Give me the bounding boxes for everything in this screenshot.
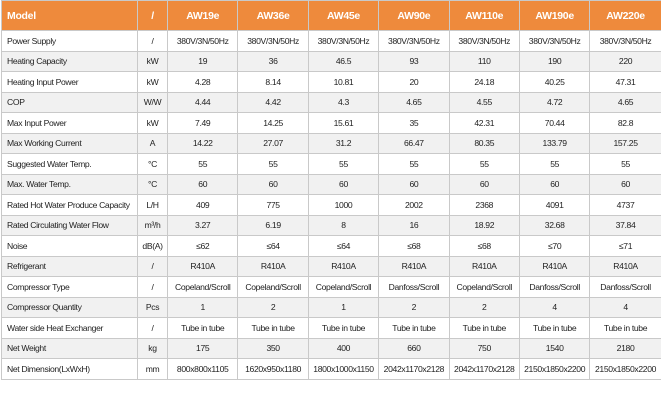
value-cell: 2150x1850x2200 — [519, 359, 589, 380]
parameter-cell: Max. Water Temp. — [2, 174, 138, 195]
model-column-header: AW45e — [308, 1, 378, 31]
unit-cell: kW — [138, 51, 168, 72]
parameter-cell: Compressor Type — [2, 277, 138, 298]
unit-cell: mm — [138, 359, 168, 380]
value-cell: Tube in tube — [168, 318, 238, 339]
value-cell: 14.25 — [238, 113, 308, 134]
unit-cell: / — [138, 318, 168, 339]
value-cell: 42.31 — [449, 113, 519, 134]
value-cell: 4 — [519, 297, 589, 318]
value-cell: 4.44 — [168, 92, 238, 113]
table-row — [2, 297, 661, 318]
table-row — [2, 318, 661, 339]
model-column-header: AW220e — [590, 1, 661, 31]
table-row — [2, 236, 661, 257]
parameter-cell: Power Supply — [2, 31, 138, 52]
value-cell: 55 — [168, 154, 238, 175]
table-row — [2, 72, 661, 93]
unit-cell: °C — [138, 154, 168, 175]
value-cell: Copeland/Scroll — [238, 277, 308, 298]
model-column-header: AW19e — [168, 1, 238, 31]
value-cell: 55 — [308, 154, 378, 175]
value-cell: 220 — [590, 51, 661, 72]
value-cell: 60 — [590, 174, 661, 195]
unit-cell: / — [138, 31, 168, 52]
value-cell: 60 — [449, 174, 519, 195]
value-cell: 4.65 — [379, 92, 449, 113]
value-cell: 750 — [449, 338, 519, 359]
unit-cell: L/H — [138, 195, 168, 216]
parameter-cell: Max Input Power — [2, 113, 138, 134]
value-cell: ≤68 — [379, 236, 449, 257]
value-cell: 80.35 — [449, 133, 519, 154]
value-cell: 1540 — [519, 338, 589, 359]
value-cell: ≤68 — [449, 236, 519, 257]
value-cell: 40.25 — [519, 72, 589, 93]
table-row — [2, 31, 661, 52]
value-cell: 3.27 — [168, 215, 238, 236]
value-cell: 55 — [238, 154, 308, 175]
value-cell: 8 — [308, 215, 378, 236]
value-cell: 409 — [168, 195, 238, 216]
value-cell: 70.44 — [519, 113, 589, 134]
value-cell: 110 — [449, 51, 519, 72]
table-header — [2, 1, 661, 31]
spec-table — [1, 0, 661, 380]
unit-cell: °C — [138, 174, 168, 195]
value-cell: 350 — [238, 338, 308, 359]
value-cell: 18.92 — [449, 215, 519, 236]
value-cell: 60 — [168, 174, 238, 195]
value-cell: R410A — [168, 256, 238, 277]
table-row — [2, 174, 661, 195]
model-column-header: AW36e — [238, 1, 308, 31]
value-cell: 37.84 — [590, 215, 661, 236]
table-row — [2, 133, 661, 154]
value-cell: 2150x1850x2200 — [590, 359, 661, 380]
value-cell: Tube in tube — [308, 318, 378, 339]
value-cell: 27.07 — [238, 133, 308, 154]
unit-cell: / — [138, 277, 168, 298]
parameter-cell: COP — [2, 92, 138, 113]
unit-cell: kW — [138, 113, 168, 134]
value-cell: 19 — [168, 51, 238, 72]
parameter-cell: Net Weight — [2, 338, 138, 359]
value-cell: 157.25 — [590, 133, 661, 154]
value-cell: 1 — [308, 297, 378, 318]
value-cell: 6.19 — [238, 215, 308, 236]
value-cell: 2 — [449, 297, 519, 318]
unit-cell: W/W — [138, 92, 168, 113]
value-cell: 380V/3N/50Hz — [519, 31, 589, 52]
table-row — [2, 92, 661, 113]
value-cell: 35 — [379, 113, 449, 134]
value-cell: 4.55 — [449, 92, 519, 113]
value-cell: 175 — [168, 338, 238, 359]
table-row — [2, 215, 661, 236]
value-cell: 4.3 — [308, 92, 378, 113]
value-cell: 31.2 — [308, 133, 378, 154]
value-cell: 60 — [379, 174, 449, 195]
parameter-cell: Noise — [2, 236, 138, 257]
value-cell: 14.22 — [168, 133, 238, 154]
value-cell: 2042x1170x2128 — [379, 359, 449, 380]
table-row — [2, 154, 661, 175]
parameter-cell: Rated Hot Water Produce Capacity — [2, 195, 138, 216]
value-cell: 4.42 — [238, 92, 308, 113]
header-row — [2, 1, 661, 31]
value-cell: R410A — [379, 256, 449, 277]
value-cell: 190 — [519, 51, 589, 72]
value-cell: 16 — [379, 215, 449, 236]
value-cell: 36 — [238, 51, 308, 72]
value-cell: 60 — [238, 174, 308, 195]
value-cell: Danfoss/Scroll — [519, 277, 589, 298]
value-cell: 2002 — [379, 195, 449, 216]
value-cell: Copeland/Scroll — [449, 277, 519, 298]
unit-cell: / — [138, 256, 168, 277]
parameter-cell: Max Working Current — [2, 133, 138, 154]
parameter-cell: Refrigerant — [2, 256, 138, 277]
unit-cell: A — [138, 133, 168, 154]
value-cell: 55 — [519, 154, 589, 175]
value-cell: 24.18 — [449, 72, 519, 93]
value-cell: 380V/3N/50Hz — [238, 31, 308, 52]
value-cell: 4.28 — [168, 72, 238, 93]
value-cell: 4.72 — [519, 92, 589, 113]
model-column-header: AW110e — [449, 1, 519, 31]
value-cell: R410A — [590, 256, 661, 277]
value-cell: 66.47 — [379, 133, 449, 154]
value-cell: 400 — [308, 338, 378, 359]
value-cell: R410A — [519, 256, 589, 277]
value-cell: 7.49 — [168, 113, 238, 134]
value-cell: 2 — [238, 297, 308, 318]
value-cell: R410A — [449, 256, 519, 277]
parameter-cell: Heating Input Power — [2, 72, 138, 93]
value-cell: Tube in tube — [379, 318, 449, 339]
value-cell: ≤71 — [590, 236, 661, 257]
unit-cell: m³/h — [138, 215, 168, 236]
value-cell: 15.61 — [308, 113, 378, 134]
value-cell: Danfoss/Scroll — [379, 277, 449, 298]
value-cell: Tube in tube — [449, 318, 519, 339]
table-row — [2, 359, 661, 380]
value-cell: Copeland/Scroll — [168, 277, 238, 298]
table-row — [2, 256, 661, 277]
parameter-cell: Water side Heat Exchanger — [2, 318, 138, 339]
value-cell: 380V/3N/50Hz — [379, 31, 449, 52]
value-cell: 660 — [379, 338, 449, 359]
value-cell: Tube in tube — [238, 318, 308, 339]
value-cell: 46.5 — [308, 51, 378, 72]
value-cell: 4 — [590, 297, 661, 318]
value-cell: 8.14 — [238, 72, 308, 93]
value-cell: 2042x1170x2128 — [449, 359, 519, 380]
value-cell: 2 — [379, 297, 449, 318]
value-cell: 60 — [308, 174, 378, 195]
value-cell: 55 — [590, 154, 661, 175]
unit-cell: kW — [138, 72, 168, 93]
unit-header: / — [138, 1, 168, 31]
value-cell: R410A — [238, 256, 308, 277]
parameter-cell: Heating Capacity — [2, 51, 138, 72]
value-cell: 93 — [379, 51, 449, 72]
value-cell: 1 — [168, 297, 238, 318]
model-header: Model — [2, 1, 138, 31]
value-cell: 4737 — [590, 195, 661, 216]
value-cell: 4.65 — [590, 92, 661, 113]
value-cell: 47.31 — [590, 72, 661, 93]
table-row — [2, 338, 661, 359]
table-row — [2, 277, 661, 298]
value-cell: 82.8 — [590, 113, 661, 134]
value-cell: 1800x1000x1150 — [308, 359, 378, 380]
value-cell: Tube in tube — [590, 318, 661, 339]
value-cell: 55 — [379, 154, 449, 175]
parameter-cell: Net Dimension(LxWxH) — [2, 359, 138, 380]
parameter-cell: Compressor Quantity — [2, 297, 138, 318]
value-cell: 775 — [238, 195, 308, 216]
parameter-cell: Suggested Water Temp. — [2, 154, 138, 175]
table-row — [2, 113, 661, 134]
value-cell: 55 — [449, 154, 519, 175]
value-cell: 1620x950x1180 — [238, 359, 308, 380]
parameter-cell: Rated Circulating Water Flow — [2, 215, 138, 236]
value-cell: Danfoss/Scroll — [590, 277, 661, 298]
value-cell: 380V/3N/50Hz — [168, 31, 238, 52]
value-cell: Tube in tube — [519, 318, 589, 339]
value-cell: 1000 — [308, 195, 378, 216]
value-cell: 32.68 — [519, 215, 589, 236]
value-cell: 60 — [519, 174, 589, 195]
value-cell: 2180 — [590, 338, 661, 359]
value-cell: 2368 — [449, 195, 519, 216]
unit-cell: kg — [138, 338, 168, 359]
value-cell: 4091 — [519, 195, 589, 216]
value-cell: ≤62 — [168, 236, 238, 257]
value-cell: ≤64 — [238, 236, 308, 257]
value-cell: 800x800x1105 — [168, 359, 238, 380]
unit-cell: dB(A) — [138, 236, 168, 257]
value-cell: ≤70 — [519, 236, 589, 257]
value-cell: ≤64 — [308, 236, 378, 257]
unit-cell: Pcs — [138, 297, 168, 318]
value-cell: 380V/3N/50Hz — [449, 31, 519, 52]
value-cell: 133.79 — [519, 133, 589, 154]
model-column-header: AW90e — [379, 1, 449, 31]
value-cell: 10.81 — [308, 72, 378, 93]
value-cell: R410A — [308, 256, 378, 277]
value-cell: 380V/3N/50Hz — [308, 31, 378, 52]
table-row — [2, 195, 661, 216]
value-cell: Copeland/Scroll — [308, 277, 378, 298]
value-cell: 380V/3N/50Hz — [590, 31, 661, 52]
table-row — [2, 51, 661, 72]
table-body — [2, 31, 661, 380]
value-cell: 20 — [379, 72, 449, 93]
model-column-header: AW190e — [519, 1, 589, 31]
